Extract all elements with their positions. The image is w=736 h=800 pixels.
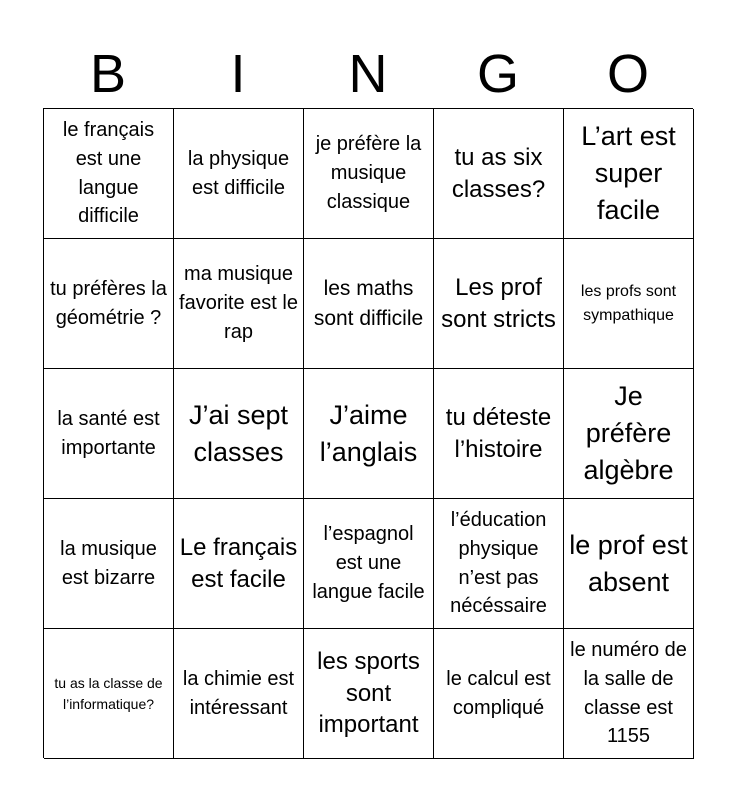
- bingo-cell: ma musique favorite est le rap: [174, 239, 304, 369]
- bingo-grid: [43, 108, 693, 758]
- bingo-cell: J’ai sept classes: [174, 369, 304, 499]
- bingo-cell: tu déteste l’histoire: [434, 369, 564, 499]
- bingo-cell: Les prof sont stricts: [434, 239, 564, 369]
- bingo-cell: L’art est super facile: [564, 109, 694, 239]
- bingo-cell: Je préfère algèbre: [564, 369, 694, 499]
- bingo-cell: l’éducation physique n’est pas nécéssaire: [434, 499, 564, 629]
- header-letter-n: N: [348, 44, 388, 104]
- bingo-cell: le calcul est compliqué: [434, 629, 564, 759]
- bingo-cell: Le français est facile: [174, 499, 304, 629]
- bingo-cell: tu as six classes?: [434, 109, 564, 239]
- header-letter-b: B: [89, 44, 127, 104]
- bingo-cell: les sports sont important: [304, 629, 434, 759]
- bingo-cell: tu préfères la géométrie ?: [44, 239, 174, 369]
- bingo-header: [43, 40, 693, 108]
- bingo-cell: la musique est bizarre: [44, 499, 174, 629]
- bingo-cell: les maths sont difficile: [304, 239, 434, 369]
- header-letter-g: G: [476, 44, 519, 104]
- bingo-cell: la physique est difficile: [174, 109, 304, 239]
- bingo-cell: je préfère la musique classique: [304, 109, 434, 239]
- bingo-cell: tu as la classe de l’informatique?: [44, 629, 174, 759]
- bingo-cell: J’aime l’anglais: [304, 369, 434, 499]
- bingo-cell: le prof est absent: [564, 499, 694, 629]
- header-letter-o: O: [606, 44, 649, 104]
- bingo-cell: la santé est importante: [44, 369, 174, 499]
- bingo-cell: la chimie est intéressant: [174, 629, 304, 759]
- header-letter-i: I: [230, 44, 246, 104]
- bingo-cell: le numéro de la salle de classe est 1155: [564, 629, 694, 759]
- bingo-cell: l’espagnol est une langue facile: [304, 499, 434, 629]
- bingo-cell: le français est une langue difficile: [44, 109, 174, 239]
- bingo-cell: les profs sont sympathique: [564, 239, 694, 369]
